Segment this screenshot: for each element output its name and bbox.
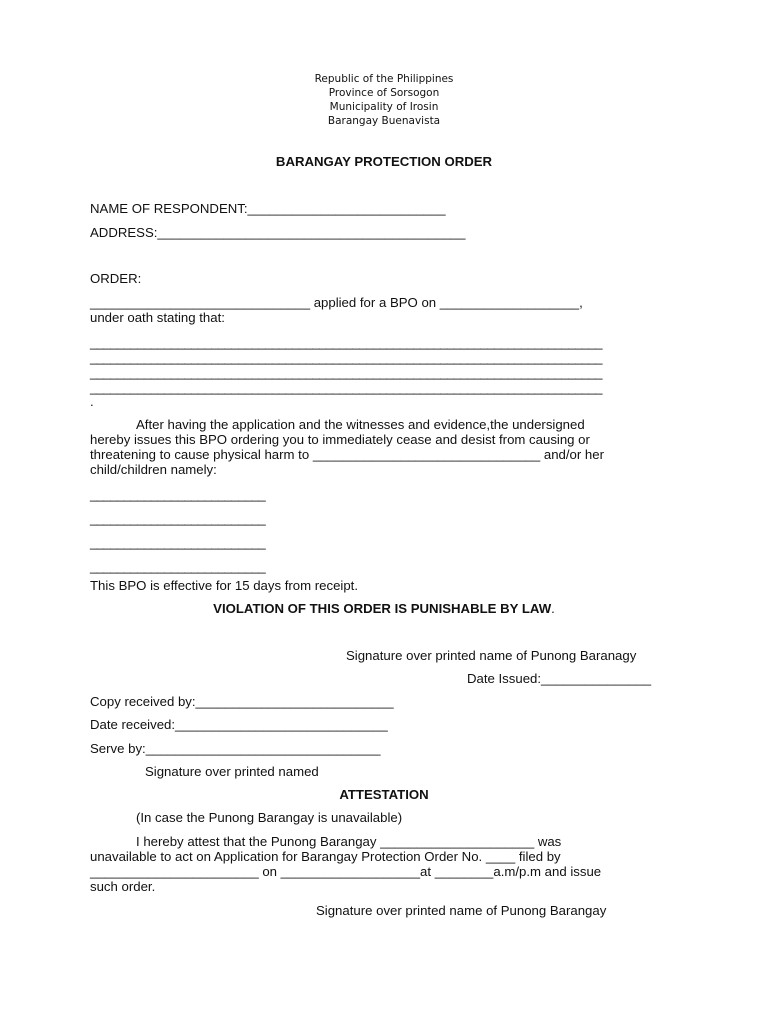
order-applied-line: ______________________________ applied for a BPO on ___________________, [90,295,583,310]
date-issued-field: Date Issued:_______________ [467,671,652,686]
date-received-field: Date received:_____________________________ [90,717,388,732]
child-blank-line-4: __________________________ [90,559,266,574]
violation-period: . [551,601,555,616]
oath-blank-line-2: ____________________________________________________________________________ [90,350,602,365]
attestation-subheading: (In case the Punong Barangay is unavailable) [136,810,403,825]
header-province: Province of Sorsogon [328,87,440,99]
effective-notice: This BPO is effective for 15 days from receipt. [90,578,359,593]
order-oath-line: under oath stating that: [90,310,225,325]
body-para-line-4: child/children namely: [90,462,217,477]
attestation-line-3: _______________________ on ___________________at ________a.m/p.m and issue [90,864,602,879]
body-para-line-2: hereby issues this BPO ordering you to immediately cease and desist from causing or [90,432,590,447]
oath-period: . [90,394,94,409]
printed-named-label: Signature over printed named [145,764,319,779]
attestation-heading: ATTESTATION [339,787,429,802]
oath-blank-line-4: ____________________________________________________________________________ [90,380,602,395]
body-para-line-1: After having the application and the witnesses and evidence,the undersigned [136,417,585,432]
order-heading: ORDER: [90,271,142,286]
header-barangay: Barangay Buenavista [327,115,441,127]
copy-received-field: Copy received by:___________________________ [90,694,394,709]
punong-signature-label: Signature over printed name of Punong Baranagy [346,648,637,663]
attestation-line-4: such order. [90,879,156,894]
body-para-line-3: threatening to cause physical harm to _______________________________ and/or her [90,447,604,462]
child-blank-line-2: __________________________ [90,511,266,526]
child-blank-line-3: __________________________ [90,535,266,550]
attestation-line-2: unavailable to act on Application for Barangay Protection Order No. ____ filed by [90,849,561,864]
document-title: BARANGAY PROTECTION ORDER [275,154,493,169]
respondent-address-field: ADDRESS:__________________________________________ [90,225,466,240]
attestation-signature-label: Signature over printed name of Punong Barangay [316,903,607,918]
oath-blank-line-3: ____________________________________________________________________________ [90,365,602,380]
header-country: Republic of the Philippines [314,73,454,85]
violation-text: VIOLATION OF THIS ORDER IS PUNISHABLE BY LAW [213,601,552,616]
header-municipality: Municipality of Irosin [329,101,439,113]
oath-blank-line-1: ____________________________________________________________________________ [90,335,602,350]
violation-notice [0,601,768,617]
serve-by-field: Serve by:________________________________ [90,741,381,756]
attestation-line-1: I hereby attest that the Punong Barangay _____________________ was [136,834,562,849]
child-blank-line-1: __________________________ [90,487,266,502]
respondent-name-field: NAME OF RESPONDENT:___________________________ [90,201,446,216]
